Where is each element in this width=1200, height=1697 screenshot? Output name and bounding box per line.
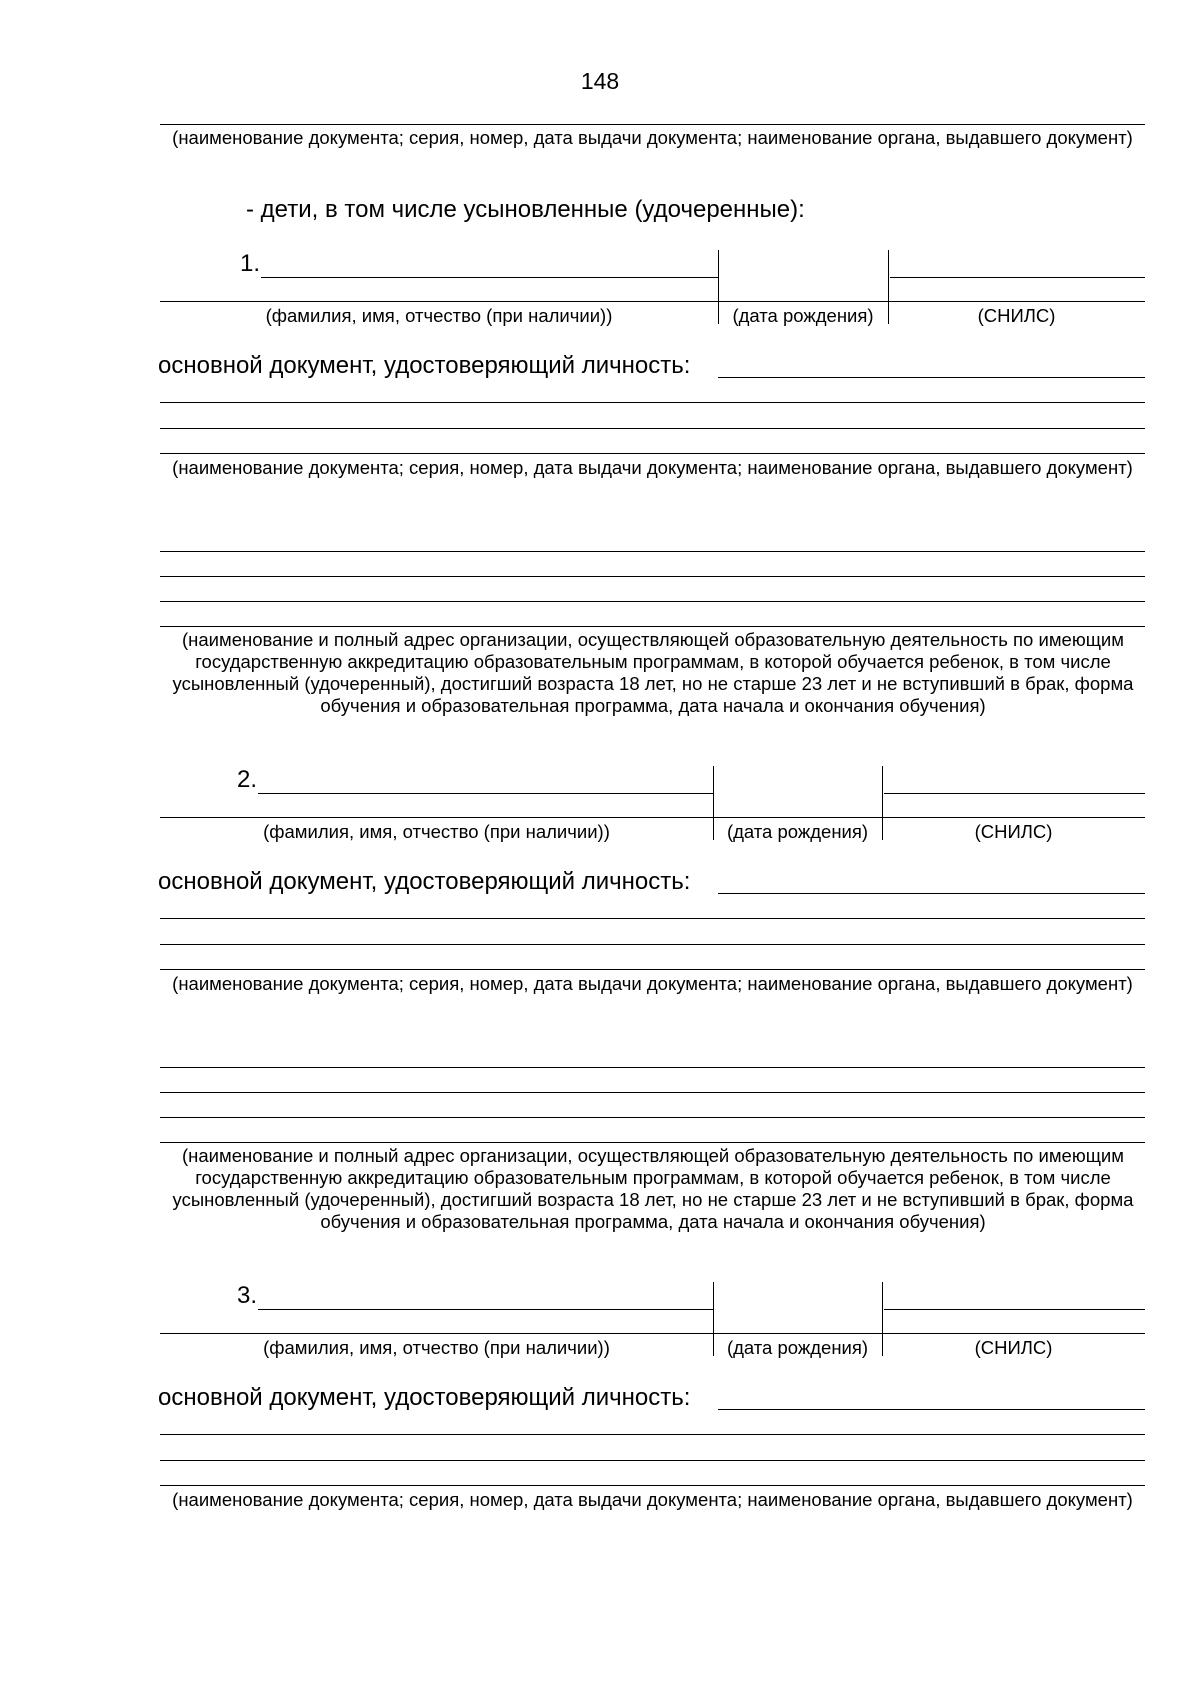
row-baseline: [160, 301, 1145, 302]
fio-caption: (фамилия, имя, отчество (при наличии)): [263, 821, 610, 842]
fio-field[interactable]: [258, 793, 713, 794]
org-field[interactable]: [160, 1092, 1145, 1093]
id-doc-label: основной документ, удостоверяющий личность:: [158, 352, 691, 379]
org-field[interactable]: [160, 1067, 1145, 1068]
page-number: 148: [580, 68, 620, 94]
child-number: 2.: [237, 766, 258, 793]
fio-caption: (фамилия, имя, отчество (при наличии)): [265, 305, 613, 326]
org-field[interactable]: [160, 576, 1145, 577]
child-number: 1.: [240, 250, 261, 277]
id-doc-field[interactable]: [718, 1409, 1145, 1410]
id-doc-field[interactable]: [160, 918, 1145, 919]
org-field[interactable]: [160, 1142, 1145, 1143]
org-caption: (наименование и полный адрес организации, осуществляющей образовательную деятельность по имеющим государственную аккредитацию образовательным программам, в которой обучается ребенок, в том числе усыновленный (удочеренный), достигший возраста 18 лет, но не старше 23 лет и не вступивший в брак, форма обучения и образовательная программа, дата начала и окончания обучения): [172, 1145, 1134, 1232]
doc-caption: (наименование документа; серия, номер, дата выдачи документа; наименование органа, выдавшего документ): [172, 1489, 1133, 1510]
birth-caption: (дата рождения): [732, 305, 874, 326]
fio-caption: (фамилия, имя, отчество (при наличии)): [263, 1337, 610, 1358]
org-field[interactable]: [160, 551, 1145, 552]
org-field[interactable]: [160, 1117, 1145, 1118]
id-doc-field[interactable]: [160, 1434, 1145, 1435]
id-doc-field[interactable]: [160, 428, 1145, 429]
snils-caption: (СНИЛС): [977, 305, 1056, 326]
id-doc-field[interactable]: [160, 402, 1145, 403]
top-doc-line: [160, 124, 1145, 125]
child-number: 3.: [237, 1282, 258, 1309]
snils-field[interactable]: [884, 1309, 1145, 1310]
snils-caption: (СНИЛС): [974, 821, 1053, 842]
org-field[interactable]: [160, 601, 1145, 602]
snils-caption: (СНИЛС): [974, 1337, 1053, 1358]
id-doc-field[interactable]: [160, 1460, 1145, 1461]
row-baseline: [160, 817, 1145, 818]
id-doc-field[interactable]: [160, 453, 1145, 454]
org-caption: (наименование и полный адрес организации, осуществляющей образовательную деятельность по имеющим государственную аккредитацию образовательным программам, в которой обучается ребенок, в том числе усыновленный (удочеренный), достигший возраста 18 лет, но не старше 23 лет и не вступивший в брак, форма обучения и образовательная программа, дата начала и окончания обучения): [172, 629, 1134, 716]
fio-field[interactable]: [258, 1309, 713, 1310]
org-field[interactable]: [160, 626, 1145, 627]
birth-caption: (дата рождения): [726, 1337, 869, 1358]
id-doc-field[interactable]: [160, 944, 1145, 945]
fio-field[interactable]: [261, 277, 718, 278]
id-doc-field[interactable]: [160, 1485, 1145, 1486]
snils-field[interactable]: [890, 277, 1145, 278]
id-doc-field[interactable]: [718, 377, 1145, 378]
top-doc-caption: (наименование документа; серия, номер, дата выдачи документа; наименование органа, выдавшего документ): [172, 127, 1133, 148]
children-heading: - дети, в том числе усыновленные (удочеренные):: [246, 196, 805, 223]
doc-caption: (наименование документа; серия, номер, дата выдачи документа; наименование органа, выдавшего документ): [172, 973, 1133, 994]
snils-field[interactable]: [884, 793, 1145, 794]
id-doc-label: основной документ, удостоверяющий личность:: [158, 1384, 691, 1411]
doc-caption: (наименование документа; серия, номер, дата выдачи документа; наименование органа, выдавшего документ): [172, 457, 1133, 478]
row-baseline: [160, 1333, 1145, 1334]
id-doc-label: основной документ, удостоверяющий личность:: [158, 868, 691, 895]
id-doc-field[interactable]: [718, 893, 1145, 894]
id-doc-field[interactable]: [160, 969, 1145, 970]
birth-caption: (дата рождения): [726, 821, 869, 842]
